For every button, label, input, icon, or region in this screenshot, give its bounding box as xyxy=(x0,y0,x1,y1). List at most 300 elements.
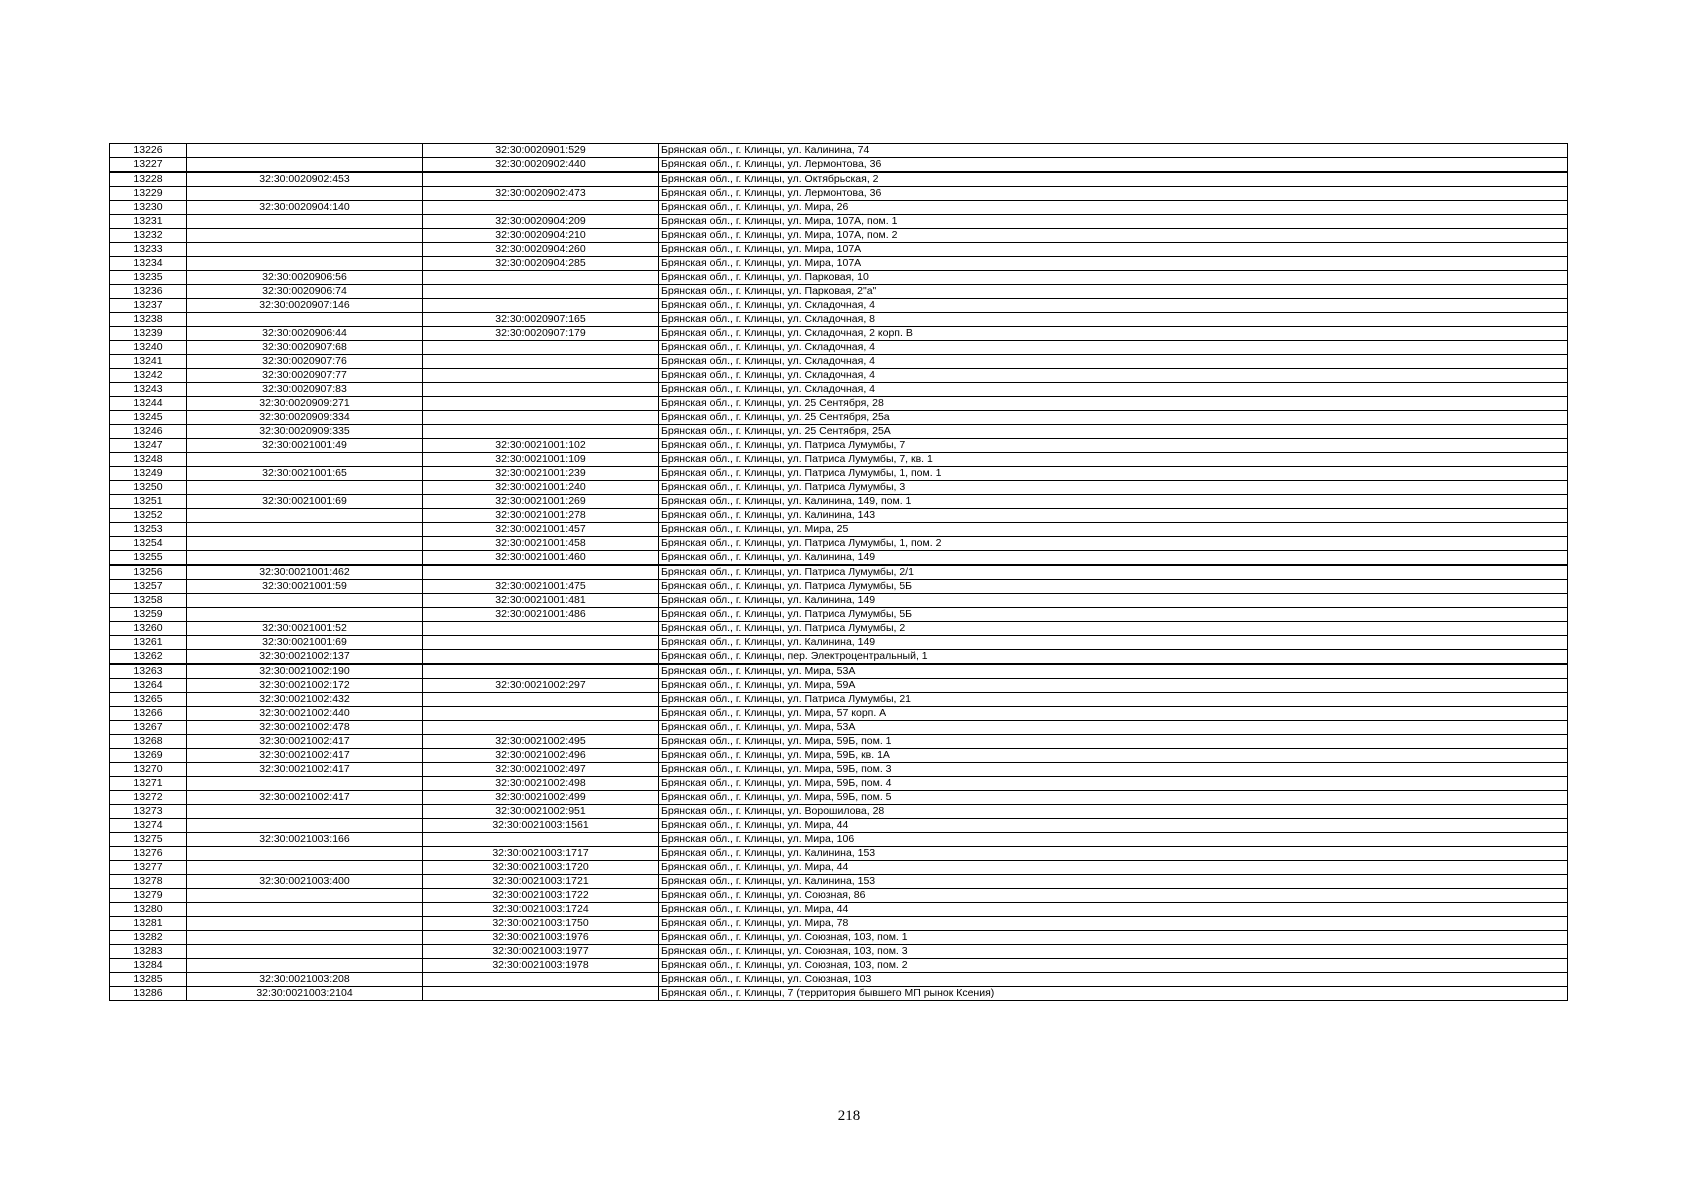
building-cadastral-cell: 32:30:0020904:210 xyxy=(423,229,659,243)
row-number-cell: 13240 xyxy=(110,341,187,355)
row-number-cell: 13252 xyxy=(110,509,187,523)
row-number-cell: 13277 xyxy=(110,861,187,875)
address-cell: Брянская обл., г. Клинцы, ул. 25 Сентября, 25А xyxy=(659,425,1568,439)
building-cadastral-cell: 32:30:0021003:1721 xyxy=(423,875,659,889)
address-cell: Брянская обл., г. Клинцы, ул. Патриса Лумумбы, 1, пом. 1 xyxy=(659,467,1568,481)
row-number-cell: 13242 xyxy=(110,369,187,383)
address-cell: Брянская обл., г. Клинцы, ул. Складочная, 2 корп. В xyxy=(659,327,1568,341)
table-row xyxy=(110,833,1568,847)
address-cell: Брянская обл., г. Клинцы, ул. Калинина, 149, пом. 1 xyxy=(659,495,1568,509)
building-cadastral-cell xyxy=(423,664,659,679)
land-cadastral-cell xyxy=(187,917,423,931)
building-cadastral-cell: 32:30:0021003:1976 xyxy=(423,931,659,945)
row-number-cell: 13280 xyxy=(110,903,187,917)
land-cadastral-cell: 32:30:0021002:417 xyxy=(187,735,423,749)
land-cadastral-cell: 32:30:0020906:44 xyxy=(187,327,423,341)
table-row xyxy=(110,383,1568,397)
address-cell: Брянская обл., г. Клинцы, ул. Калинина, 74 xyxy=(659,144,1568,158)
table-row xyxy=(110,144,1568,158)
address-cell: Брянская обл., г. Клинцы, ул. Калинина, 153 xyxy=(659,875,1568,889)
row-number-cell: 13255 xyxy=(110,551,187,566)
land-cadastral-cell: 32:30:0021002:440 xyxy=(187,707,423,721)
table-row xyxy=(110,580,1568,594)
table-row xyxy=(110,187,1568,201)
table-row xyxy=(110,805,1568,819)
building-cadastral-cell: 32:30:0021003:1722 xyxy=(423,889,659,903)
table-row xyxy=(110,931,1568,945)
row-number-cell: 13276 xyxy=(110,847,187,861)
row-number-cell: 13266 xyxy=(110,707,187,721)
row-number-cell: 13231 xyxy=(110,215,187,229)
building-cadastral-cell: 32:30:0021001:475 xyxy=(423,580,659,594)
address-cell: Брянская обл., г. Клинцы, ул. Парковая, 2"а" xyxy=(659,285,1568,299)
address-cell: Брянская обл., г. Клинцы, ул. Октябрьская, 2 xyxy=(659,172,1568,187)
address-cell: Брянская обл., г. Клинцы, ул. Мира, 44 xyxy=(659,861,1568,875)
building-cadastral-cell: 32:30:0020901:529 xyxy=(423,144,659,158)
table-row xyxy=(110,551,1568,566)
address-cell: Брянская обл., г. Клинцы, ул. Мира, 107А xyxy=(659,243,1568,257)
land-cadastral-cell: 32:30:0020907:83 xyxy=(187,383,423,397)
table-row xyxy=(110,664,1568,679)
land-cadastral-cell: 32:30:0020907:76 xyxy=(187,355,423,369)
address-cell: Брянская обл., г. Клинцы, ул. Союзная, 103, пом. 3 xyxy=(659,945,1568,959)
address-cell: Брянская обл., г. Клинцы, ул. Союзная, 86 xyxy=(659,889,1568,903)
land-cadastral-cell: 32:30:0021003:208 xyxy=(187,973,423,987)
table-row xyxy=(110,917,1568,931)
building-cadastral-cell: 32:30:0021001:239 xyxy=(423,467,659,481)
land-cadastral-cell xyxy=(187,903,423,917)
row-number-cell: 13282 xyxy=(110,931,187,945)
land-cadastral-cell: 32:30:0020909:271 xyxy=(187,397,423,411)
building-cadastral-cell xyxy=(423,383,659,397)
row-number-cell: 13249 xyxy=(110,467,187,481)
address-cell: Брянская обл., г. Клинцы, ул. Патриса Лумумбы, 1, пом. 2 xyxy=(659,537,1568,551)
address-cell: Брянская обл., г. Клинцы, ул. Мира, 78 xyxy=(659,917,1568,931)
building-cadastral-cell: 32:30:0021001:460 xyxy=(423,551,659,566)
land-cadastral-cell: 32:30:0021002:190 xyxy=(187,664,423,679)
building-cadastral-cell xyxy=(423,565,659,580)
land-cadastral-cell xyxy=(187,861,423,875)
address-cell: Брянская обл., г. Клинцы, ул. Мира, 26 xyxy=(659,201,1568,215)
table-row xyxy=(110,565,1568,580)
land-cadastral-cell: 32:30:0021001:69 xyxy=(187,495,423,509)
row-number-cell: 13284 xyxy=(110,959,187,973)
building-cadastral-cell: 32:30:0020902:473 xyxy=(423,187,659,201)
land-cadastral-cell xyxy=(187,453,423,467)
building-cadastral-cell: 32:30:0021001:102 xyxy=(423,439,659,453)
row-number-cell: 13260 xyxy=(110,622,187,636)
address-cell: Брянская обл., г. Клинцы, ул. Мира, 53А xyxy=(659,721,1568,735)
table-row xyxy=(110,271,1568,285)
address-cell: Брянская обл., г. Клинцы, ул. 25 Сентября, 25а xyxy=(659,411,1568,425)
land-cadastral-cell xyxy=(187,158,423,173)
land-cadastral-cell xyxy=(187,523,423,537)
address-cell: Брянская обл., г. Клинцы, ул. Патриса Лумумбы, 7 xyxy=(659,439,1568,453)
table-row xyxy=(110,355,1568,369)
land-cadastral-cell: 32:30:0021001:59 xyxy=(187,580,423,594)
table-row xyxy=(110,439,1568,453)
land-cadastral-cell: 32:30:0021002:172 xyxy=(187,679,423,693)
building-cadastral-cell xyxy=(423,636,659,650)
table-row xyxy=(110,847,1568,861)
table-row xyxy=(110,229,1568,243)
building-cadastral-cell xyxy=(423,369,659,383)
building-cadastral-cell xyxy=(423,411,659,425)
address-cell: Брянская обл., г. Клинцы, ул. Калинина, 149 xyxy=(659,551,1568,566)
row-number-cell: 13244 xyxy=(110,397,187,411)
table-row xyxy=(110,299,1568,313)
land-cadastral-cell xyxy=(187,945,423,959)
land-cadastral-cell: 32:30:0020907:146 xyxy=(187,299,423,313)
table-row xyxy=(110,537,1568,551)
building-cadastral-cell xyxy=(423,973,659,987)
land-cadastral-cell xyxy=(187,847,423,861)
row-number-cell: 13232 xyxy=(110,229,187,243)
address-cell: Брянская обл., г. Клинцы, ул. Калинина, 143 xyxy=(659,509,1568,523)
row-number-cell: 13278 xyxy=(110,875,187,889)
land-cadastral-cell: 32:30:0021002:417 xyxy=(187,749,423,763)
land-cadastral-cell xyxy=(187,959,423,973)
table-row xyxy=(110,707,1568,721)
table-row xyxy=(110,158,1568,173)
building-cadastral-cell: 32:30:0021003:1720 xyxy=(423,861,659,875)
land-cadastral-cell: 32:30:0021002:137 xyxy=(187,650,423,665)
address-cell: Брянская обл., г. Клинцы, ул. Мира, 44 xyxy=(659,819,1568,833)
row-number-cell: 13237 xyxy=(110,299,187,313)
row-number-cell: 13234 xyxy=(110,257,187,271)
building-cadastral-cell: 32:30:0020904:260 xyxy=(423,243,659,257)
building-cadastral-cell xyxy=(423,707,659,721)
table-row xyxy=(110,201,1568,215)
row-number-cell: 13248 xyxy=(110,453,187,467)
row-number-cell: 13257 xyxy=(110,580,187,594)
address-cell: Брянская обл., г. Клинцы, ул. 25 Сентября, 28 xyxy=(659,397,1568,411)
address-cell: Брянская обл., г. Клинцы, ул. Мира, 106 xyxy=(659,833,1568,847)
row-number-cell: 13269 xyxy=(110,749,187,763)
building-cadastral-cell xyxy=(423,299,659,313)
land-cadastral-cell xyxy=(187,509,423,523)
table-row xyxy=(110,313,1568,327)
building-cadastral-cell xyxy=(423,622,659,636)
address-cell: Брянская обл., г. Клинцы, ул. Складочная, 4 xyxy=(659,383,1568,397)
row-number-cell: 13274 xyxy=(110,819,187,833)
building-cadastral-cell: 32:30:0021001:458 xyxy=(423,537,659,551)
table-row xyxy=(110,215,1568,229)
address-cell: Брянская обл., г. Клинцы, ул. Мира, 59Б, пом. 5 xyxy=(659,791,1568,805)
table-row xyxy=(110,523,1568,537)
address-cell: Брянская обл., г. Клинцы, ул. Мира, 59Б, пом. 3 xyxy=(659,763,1568,777)
building-cadastral-cell: 32:30:0021002:495 xyxy=(423,735,659,749)
building-cadastral-cell: 32:30:0021003:1977 xyxy=(423,945,659,959)
building-cadastral-cell: 32:30:0021003:1724 xyxy=(423,903,659,917)
land-cadastral-cell xyxy=(187,481,423,495)
land-cadastral-cell xyxy=(187,551,423,566)
row-number-cell: 13227 xyxy=(110,158,187,173)
table-row xyxy=(110,875,1568,889)
table-row xyxy=(110,397,1568,411)
address-cell: Брянская обл., г. Клинцы, ул. Мира, 57 корп. А xyxy=(659,707,1568,721)
row-number-cell: 13286 xyxy=(110,987,187,1001)
address-cell: Брянская обл., г. Клинцы, ул. Мира, 59Б, пом. 4 xyxy=(659,777,1568,791)
row-number-cell: 13263 xyxy=(110,664,187,679)
land-cadastral-cell: 32:30:0021001:52 xyxy=(187,622,423,636)
address-cell: Брянская обл., г. Клинцы, ул. Складочная, 8 xyxy=(659,313,1568,327)
land-cadastral-cell xyxy=(187,777,423,791)
table-body xyxy=(110,144,1568,1001)
land-cadastral-cell xyxy=(187,594,423,608)
address-cell: Брянская обл., г. Клинцы, пер. Электроцентральный, 1 xyxy=(659,650,1568,665)
address-cell: Брянская обл., г. Клинцы, ул. Складочная, 4 xyxy=(659,369,1568,383)
address-cell: Брянская обл., г. Клинцы, ул. Лермонтова, 36 xyxy=(659,187,1568,201)
building-cadastral-cell: 32:30:0021001:269 xyxy=(423,495,659,509)
row-number-cell: 13270 xyxy=(110,763,187,777)
land-cadastral-cell: 32:30:0021002:478 xyxy=(187,721,423,735)
table-row xyxy=(110,341,1568,355)
building-cadastral-cell: 32:30:0021002:497 xyxy=(423,763,659,777)
row-number-cell: 13250 xyxy=(110,481,187,495)
row-number-cell: 13272 xyxy=(110,791,187,805)
table-row xyxy=(110,679,1568,693)
building-cadastral-cell xyxy=(423,721,659,735)
building-cadastral-cell: 32:30:0021001:486 xyxy=(423,608,659,622)
address-cell: Брянская обл., г. Клинцы, ул. Мира, 107А xyxy=(659,257,1568,271)
land-cadastral-cell: 32:30:0020906:56 xyxy=(187,271,423,285)
table-row xyxy=(110,172,1568,187)
row-number-cell: 13247 xyxy=(110,439,187,453)
row-number-cell: 13253 xyxy=(110,523,187,537)
land-cadastral-cell xyxy=(187,313,423,327)
address-cell: Брянская обл., г. Клинцы, ул. Союзная, 103, пом. 2 xyxy=(659,959,1568,973)
land-cadastral-cell: 32:30:0021002:432 xyxy=(187,693,423,707)
row-number-cell: 13264 xyxy=(110,679,187,693)
building-cadastral-cell: 32:30:0021001:240 xyxy=(423,481,659,495)
land-cadastral-cell xyxy=(187,608,423,622)
land-cadastral-cell: 32:30:0021002:417 xyxy=(187,763,423,777)
row-number-cell: 13235 xyxy=(110,271,187,285)
table-row xyxy=(110,763,1568,777)
land-cadastral-cell xyxy=(187,537,423,551)
row-number-cell: 13246 xyxy=(110,425,187,439)
row-number-cell: 13243 xyxy=(110,383,187,397)
building-cadastral-cell xyxy=(423,355,659,369)
row-number-cell: 13283 xyxy=(110,945,187,959)
address-cell: Брянская обл., г. Клинцы, ул. Союзная, 103, пом. 1 xyxy=(659,931,1568,945)
building-cadastral-cell xyxy=(423,425,659,439)
address-cell: Брянская обл., г. Клинцы, ул. Патриса Лумумбы, 2/1 xyxy=(659,565,1568,580)
table-row xyxy=(110,735,1568,749)
land-cadastral-cell: 32:30:0021001:49 xyxy=(187,439,423,453)
building-cadastral-cell: 32:30:0021001:457 xyxy=(423,523,659,537)
building-cadastral-cell: 32:30:0021003:1561 xyxy=(423,819,659,833)
row-number-cell: 13228 xyxy=(110,172,187,187)
address-cell: Брянская обл., г. Клинцы, ул. Мира, 59Б, пом. 1 xyxy=(659,735,1568,749)
land-cadastral-cell: 32:30:0021002:417 xyxy=(187,791,423,805)
land-cadastral-cell xyxy=(187,229,423,243)
table-row xyxy=(110,889,1568,903)
row-number-cell: 13230 xyxy=(110,201,187,215)
address-cell: Брянская обл., г. Клинцы, ул. Патриса Лумумбы, 3 xyxy=(659,481,1568,495)
table-row xyxy=(110,959,1568,973)
address-cell: Брянская обл., г. Клинцы, ул. Патриса Лумумбы, 5Б xyxy=(659,608,1568,622)
row-number-cell: 13254 xyxy=(110,537,187,551)
address-cell: Брянская обл., г. Клинцы, ул. Ворошилова, 28 xyxy=(659,805,1568,819)
row-number-cell: 13241 xyxy=(110,355,187,369)
row-number-cell: 13262 xyxy=(110,650,187,665)
land-cadastral-cell: 32:30:0020909:334 xyxy=(187,411,423,425)
address-cell: Брянская обл., г. Клинцы, ул. Патриса Лумумбы, 7, кв. 1 xyxy=(659,453,1568,467)
land-cadastral-cell xyxy=(187,257,423,271)
table-row xyxy=(110,327,1568,341)
table-row xyxy=(110,509,1568,523)
address-cell: Брянская обл., г. Клинцы, ул. Калинина, 149 xyxy=(659,594,1568,608)
table-row xyxy=(110,791,1568,805)
table-row xyxy=(110,973,1568,987)
land-cadastral-cell xyxy=(187,187,423,201)
row-number-cell: 13259 xyxy=(110,608,187,622)
land-cadastral-cell xyxy=(187,805,423,819)
building-cadastral-cell xyxy=(423,833,659,847)
table-row xyxy=(110,903,1568,917)
table-row xyxy=(110,257,1568,271)
building-cadastral-cell: 32:30:0021002:496 xyxy=(423,749,659,763)
row-number-cell: 13265 xyxy=(110,693,187,707)
land-cadastral-cell: 32:30:0021001:65 xyxy=(187,467,423,481)
table-row xyxy=(110,369,1568,383)
address-cell: Брянская обл., г. Клинцы, 7 (территория бывшего МП рынок Ксения) xyxy=(659,987,1568,1001)
row-number-cell: 13245 xyxy=(110,411,187,425)
land-cadastral-cell: 32:30:0021001:69 xyxy=(187,636,423,650)
land-cadastral-cell: 32:30:0020907:77 xyxy=(187,369,423,383)
table-row xyxy=(110,243,1568,257)
address-cell: Брянская обл., г. Клинцы, ул. Патриса Лумумбы, 2 xyxy=(659,622,1568,636)
table-row xyxy=(110,721,1568,735)
address-cell: Брянская обл., г. Клинцы, ул. Патриса Лумумбы, 5Б xyxy=(659,580,1568,594)
row-number-cell: 13238 xyxy=(110,313,187,327)
row-number-cell: 13258 xyxy=(110,594,187,608)
table-row xyxy=(110,819,1568,833)
building-cadastral-cell xyxy=(423,271,659,285)
building-cadastral-cell xyxy=(423,341,659,355)
address-cell: Брянская обл., г. Клинцы, ул. Мира, 44 xyxy=(659,903,1568,917)
building-cadastral-cell: 32:30:0021002:951 xyxy=(423,805,659,819)
land-cadastral-cell xyxy=(187,889,423,903)
row-number-cell: 13285 xyxy=(110,973,187,987)
table-row xyxy=(110,749,1568,763)
address-cell: Брянская обл., г. Клинцы, ул. Мира, 53А xyxy=(659,664,1568,679)
building-cadastral-cell: 32:30:0021001:481 xyxy=(423,594,659,608)
building-cadastral-cell: 32:30:0021002:499 xyxy=(423,791,659,805)
land-cadastral-cell: 32:30:0020909:335 xyxy=(187,425,423,439)
table-row xyxy=(110,945,1568,959)
table-row xyxy=(110,453,1568,467)
table-row xyxy=(110,481,1568,495)
land-cadastral-cell xyxy=(187,215,423,229)
row-number-cell: 13268 xyxy=(110,735,187,749)
row-number-cell: 13261 xyxy=(110,636,187,650)
table-row xyxy=(110,987,1568,1001)
table-row xyxy=(110,636,1568,650)
address-cell: Брянская обл., г. Клинцы, ул. Мира, 107А, пом. 2 xyxy=(659,229,1568,243)
table-row xyxy=(110,861,1568,875)
building-cadastral-cell: 32:30:0020907:179 xyxy=(423,327,659,341)
building-cadastral-cell: 32:30:0021002:498 xyxy=(423,777,659,791)
row-number-cell: 13273 xyxy=(110,805,187,819)
table-row xyxy=(110,650,1568,665)
table-row xyxy=(110,608,1568,622)
building-cadastral-cell xyxy=(423,397,659,411)
building-cadastral-cell: 32:30:0021003:1717 xyxy=(423,847,659,861)
land-cadastral-cell: 32:30:0021001:462 xyxy=(187,565,423,580)
land-cadastral-cell: 32:30:0021003:2104 xyxy=(187,987,423,1001)
table-row xyxy=(110,285,1568,299)
building-cadastral-cell: 32:30:0020902:440 xyxy=(423,158,659,173)
land-cadastral-cell xyxy=(187,819,423,833)
land-cadastral-cell: 32:30:0020906:74 xyxy=(187,285,423,299)
row-number-cell: 13275 xyxy=(110,833,187,847)
address-cell: Брянская обл., г. Клинцы, ул. Мира, 107А, пом. 1 xyxy=(659,215,1568,229)
land-cadastral-cell: 32:30:0020904:140 xyxy=(187,201,423,215)
building-cadastral-cell: 32:30:0020907:165 xyxy=(423,313,659,327)
land-cadastral-cell xyxy=(187,243,423,257)
building-cadastral-cell: 32:30:0020904:285 xyxy=(423,257,659,271)
row-number-cell: 13279 xyxy=(110,889,187,903)
land-cadastral-cell: 32:30:0020902:453 xyxy=(187,172,423,187)
address-cell: Брянская обл., г. Клинцы, ул. Мира, 25 xyxy=(659,523,1568,537)
building-cadastral-cell xyxy=(423,285,659,299)
building-cadastral-cell: 32:30:0020904:209 xyxy=(423,215,659,229)
land-cadastral-cell: 32:30:0021003:166 xyxy=(187,833,423,847)
table-row xyxy=(110,777,1568,791)
row-number-cell: 13281 xyxy=(110,917,187,931)
row-number-cell: 13236 xyxy=(110,285,187,299)
address-cell: Брянская обл., г. Клинцы, ул. Лермонтова, 36 xyxy=(659,158,1568,173)
table-row xyxy=(110,467,1568,481)
address-cell: Брянская обл., г. Клинцы, ул. Парковая, 10 xyxy=(659,271,1568,285)
row-number-cell: 13251 xyxy=(110,495,187,509)
table-row xyxy=(110,594,1568,608)
building-cadastral-cell xyxy=(423,987,659,1001)
address-cell: Брянская обл., г. Клинцы, ул. Мира, 59А xyxy=(659,679,1568,693)
address-cell: Брянская обл., г. Клинцы, ул. Союзная, 103 xyxy=(659,973,1568,987)
building-cadastral-cell xyxy=(423,201,659,215)
address-cell: Брянская обл., г. Клинцы, ул. Мира, 59Б, кв. 1А xyxy=(659,749,1568,763)
address-cell: Брянская обл., г. Клинцы, ул. Складочная, 4 xyxy=(659,355,1568,369)
land-cadastral-cell: 32:30:0020907:68 xyxy=(187,341,423,355)
building-cadastral-cell: 32:30:0021001:109 xyxy=(423,453,659,467)
building-cadastral-cell: 32:30:0021002:297 xyxy=(423,679,659,693)
building-cadastral-cell xyxy=(423,693,659,707)
table-row xyxy=(110,495,1568,509)
address-cell: Брянская обл., г. Клинцы, ул. Складочная, 4 xyxy=(659,299,1568,313)
row-number-cell: 13267 xyxy=(110,721,187,735)
row-number-cell: 13226 xyxy=(110,144,187,158)
table-row xyxy=(110,425,1568,439)
page-number: 218 xyxy=(837,1108,861,1124)
land-cadastral-cell xyxy=(187,144,423,158)
building-cadastral-cell xyxy=(423,650,659,665)
row-number-cell: 13233 xyxy=(110,243,187,257)
table-row xyxy=(110,411,1568,425)
address-cell: Брянская обл., г. Клинцы, ул. Калинина, 149 xyxy=(659,636,1568,650)
row-number-cell: 13229 xyxy=(110,187,187,201)
land-cadastral-cell xyxy=(187,931,423,945)
address-cell: Брянская обл., г. Клинцы, ул. Патриса Лумумбы, 21 xyxy=(659,693,1568,707)
records-table xyxy=(109,143,1568,1001)
building-cadastral-cell: 32:30:0021003:1978 xyxy=(423,959,659,973)
land-cadastral-cell: 32:30:0021003:400 xyxy=(187,875,423,889)
building-cadastral-cell xyxy=(423,172,659,187)
address-cell: Брянская обл., г. Клинцы, ул. Складочная, 4 xyxy=(659,341,1568,355)
